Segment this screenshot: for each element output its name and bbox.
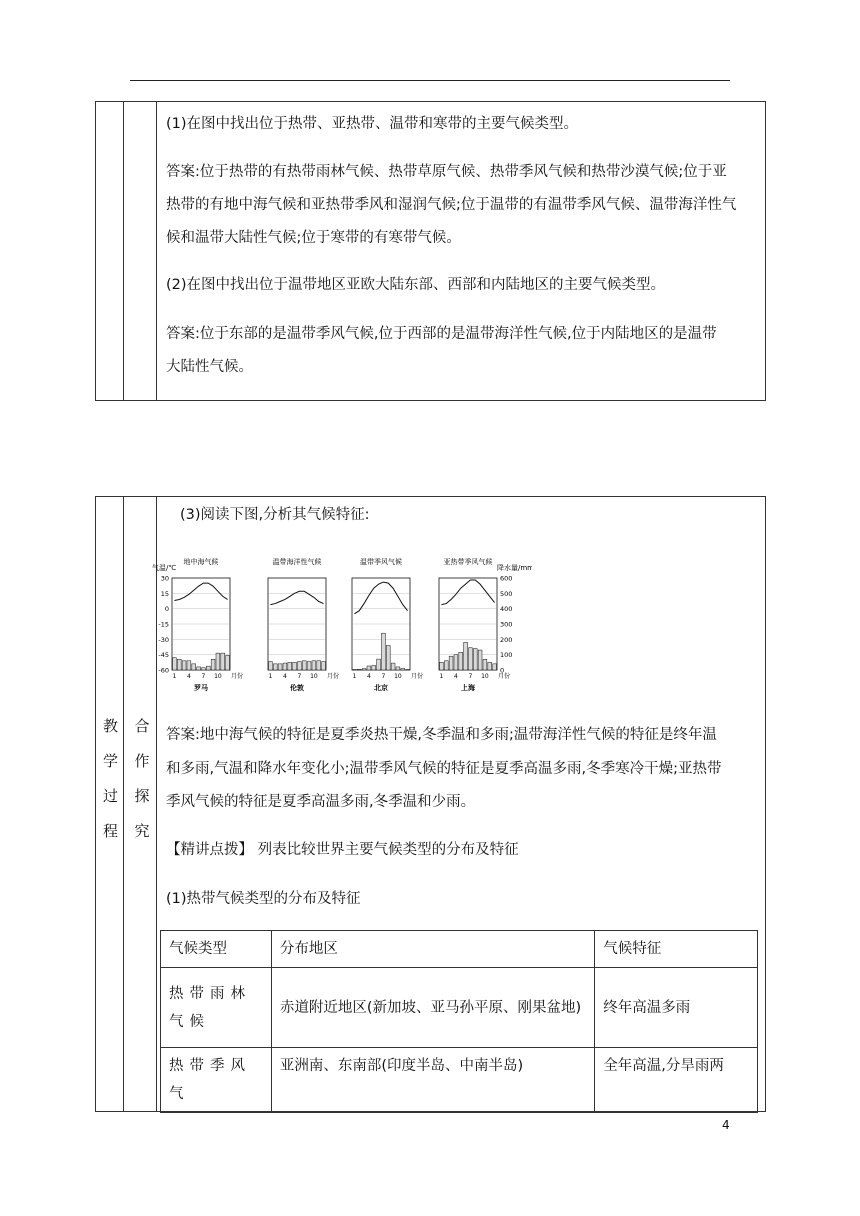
temperature-axis-label: 气温/℃ bbox=[152, 564, 177, 572]
city-label: 罗马 bbox=[194, 684, 208, 692]
answer-1-line-1: 答案:位于热带的有热带雨林气候、热带草原气候、热带季风气候和热带沙漠气候;位于亚 bbox=[166, 164, 727, 180]
table-header: 气候类型 bbox=[161, 931, 272, 968]
precipitation-bar bbox=[386, 645, 390, 670]
precipitation-bar bbox=[391, 663, 395, 670]
temperature-tick-label: -60 bbox=[158, 666, 169, 675]
header-rule bbox=[130, 80, 730, 81]
climate-panel-title: 温带季风气候 bbox=[360, 558, 402, 566]
climate-table bbox=[160, 930, 758, 1113]
month-tick-label: 7 bbox=[381, 673, 386, 680]
precipitation-tick-label: 400 bbox=[500, 605, 513, 614]
precipitation-bar bbox=[221, 653, 225, 670]
table-header: 分布地区 bbox=[271, 931, 594, 968]
climate-panel-title: 亚热带季风气候 bbox=[443, 558, 493, 566]
precipitation-bar bbox=[216, 653, 220, 670]
month-tick-label: 7 bbox=[297, 673, 302, 680]
precipitation-bar bbox=[357, 669, 361, 670]
precipitation-bar bbox=[473, 649, 477, 670]
question-3: (3)阅读下图,分析其气候特征: bbox=[180, 507, 370, 523]
precipitation-bar bbox=[444, 661, 448, 670]
precipitation-bar bbox=[382, 633, 386, 670]
label-char: 教 bbox=[102, 717, 118, 735]
precipitation-bar bbox=[317, 661, 321, 670]
precipitation-bar bbox=[367, 666, 371, 670]
city-label: 北京 bbox=[374, 684, 388, 692]
precipitation-bar bbox=[288, 662, 292, 670]
precipitation-bar bbox=[312, 661, 316, 670]
month-tick-label: 7 bbox=[201, 673, 206, 680]
table-cell: 亚洲南、东南部(印度半岛、中南半岛) bbox=[271, 1048, 594, 1113]
precipitation-bar bbox=[464, 642, 468, 670]
precipitation-bar bbox=[302, 661, 306, 670]
tip-heading: 【精讲点拨】 列表比较世界主要气候类型的分布及特征 bbox=[166, 842, 519, 858]
table-box-top bbox=[95, 101, 766, 401]
climate-charts bbox=[152, 548, 532, 702]
month-tick-label: 1 bbox=[172, 673, 177, 680]
precipitation-bar bbox=[273, 664, 277, 670]
temperature-tick-label: -45 bbox=[158, 651, 169, 660]
month-tick-label: 10 bbox=[214, 673, 222, 680]
table-cell: 热带雨林气候 bbox=[161, 968, 272, 1048]
precipitation-bar bbox=[449, 656, 453, 670]
precipitation-tick-label: 300 bbox=[500, 620, 513, 629]
precipitation-tick-label: 200 bbox=[500, 635, 513, 644]
month-tick-label: 10 bbox=[481, 673, 489, 680]
answer-2-line-1: 答案:位于东部的是温带季风气候,位于西部的是温带海洋性气候,位于内陆地区的是温带 bbox=[166, 326, 717, 342]
precipitation-bar bbox=[483, 659, 487, 670]
precipitation-axis-label: 降水量/mm bbox=[497, 564, 532, 572]
answer-1-line-2: 热带的有地中海气候和亚热带季风和湿润气候;位于温带的有温带季风气候、温带海洋性气 bbox=[166, 197, 737, 213]
precipitation-bar bbox=[401, 668, 405, 670]
temperature-tick-label: 0 bbox=[164, 605, 169, 614]
precipitation-bar bbox=[372, 666, 376, 670]
precipitation-bar bbox=[206, 666, 210, 670]
month-tick-label: 1 bbox=[439, 673, 444, 680]
label-char: 学 bbox=[102, 752, 118, 770]
precipitation-bar bbox=[377, 659, 381, 670]
precipitation-bar bbox=[192, 664, 196, 670]
precipitation-bar bbox=[459, 652, 463, 670]
precipitation-bar bbox=[478, 650, 482, 670]
label-char: 合 bbox=[134, 717, 150, 735]
precipitation-bar bbox=[226, 655, 230, 670]
climate-charts-figure bbox=[152, 548, 532, 698]
month-tick-label: 10 bbox=[394, 673, 402, 680]
month-tick-label: 1 bbox=[352, 673, 357, 680]
temperature-line bbox=[174, 583, 227, 600]
subsection-heading: (1)热带气候类型的分布及特征 bbox=[166, 891, 361, 907]
table-row bbox=[161, 1048, 758, 1113]
label-char: 程 bbox=[102, 822, 118, 840]
column-divider bbox=[123, 102, 124, 400]
precipitation-bar bbox=[187, 661, 191, 670]
temperature-tick-label: 30 bbox=[160, 574, 169, 583]
column-divider bbox=[156, 102, 157, 400]
precipitation-bar bbox=[278, 664, 282, 670]
temperature-tick-label: -30 bbox=[158, 635, 169, 644]
section-label-teaching-process bbox=[102, 709, 119, 849]
precipitation-bar bbox=[307, 662, 311, 670]
page-number: 4 bbox=[722, 1118, 730, 1132]
precipitation-bar bbox=[396, 667, 400, 670]
precipitation-bar bbox=[469, 648, 473, 670]
month-tick-label: 1 bbox=[268, 673, 273, 680]
precipitation-tick-label: 100 bbox=[500, 651, 513, 660]
table-row bbox=[161, 968, 758, 1048]
question-1: (1)在图中找出位于热带、亚热带、温带和寒带的主要气候类型。 bbox=[166, 116, 579, 132]
temperature-tick-label: -15 bbox=[158, 620, 169, 629]
precipitation-bar bbox=[440, 662, 444, 670]
precipitation-bar bbox=[182, 661, 186, 670]
precipitation-bar bbox=[488, 662, 492, 670]
precipitation-bar bbox=[177, 659, 181, 670]
precipitation-bar bbox=[322, 662, 326, 670]
section-label-cooperative-inquiry bbox=[132, 709, 152, 849]
month-tick-label: 4 bbox=[283, 673, 287, 680]
month-tick-label: 4 bbox=[187, 673, 191, 680]
label-char: 探 bbox=[134, 787, 150, 805]
month-tick-label: 10 bbox=[310, 673, 318, 680]
answer-2-line-2: 大陆性气候。 bbox=[166, 359, 253, 375]
precipitation-bar bbox=[211, 659, 215, 670]
label-char: 究 bbox=[134, 822, 150, 840]
temperature-line bbox=[354, 582, 407, 614]
precipitation-bar bbox=[283, 663, 287, 670]
precipitation-bar bbox=[197, 667, 201, 670]
column-divider bbox=[123, 497, 124, 1111]
table-cell: 全年高温,分旱雨两 bbox=[595, 1048, 758, 1113]
month-axis-label: 月份 bbox=[327, 673, 340, 680]
city-label: 上海 bbox=[461, 684, 475, 692]
month-axis-label: 月份 bbox=[498, 673, 511, 680]
precipitation-bar bbox=[269, 662, 273, 670]
table-header-row bbox=[161, 931, 758, 968]
table-cell: 赤道附近地区(新加坡、亚马孙平原、刚果盆地) bbox=[271, 968, 594, 1048]
month-axis-label: 月份 bbox=[231, 673, 244, 680]
precipitation-bar bbox=[173, 658, 177, 670]
temperature-line bbox=[441, 580, 494, 605]
answer-3-line-1: 答案:地中海气候的特征是夏季炎热干燥,冬季温和多雨;温带海洋性气候的特征是终年温 bbox=[166, 727, 717, 743]
label-char: 作 bbox=[134, 752, 150, 770]
answer-3-line-3: 季风气候的特征是夏季高温多雨,冬季温和少雨。 bbox=[166, 794, 476, 810]
answer-1-line-3: 候和温带大陆性气候;位于寒带的有寒带气候。 bbox=[166, 230, 461, 246]
label-char: 过 bbox=[102, 787, 118, 805]
precipitation-bar bbox=[293, 662, 297, 670]
month-tick-label: 4 bbox=[367, 673, 371, 680]
precipitation-bar bbox=[298, 662, 302, 670]
precipitation-tick-label: 0 bbox=[500, 666, 505, 675]
question-2: (2)在图中找出位于温带地区亚欧大陆东部、西部和内陆地区的主要气候类型。 bbox=[166, 277, 666, 293]
precipitation-tick-label: 600 bbox=[500, 574, 513, 583]
table-cell: 终年高温多雨 bbox=[595, 968, 758, 1048]
precipitation-bar bbox=[362, 669, 366, 670]
precipitation-bar bbox=[454, 655, 458, 670]
answer-3-line-2: 和多雨,气温和降水年变化小;温带季风气候的特征是夏季高温多雨,冬季寒冷干燥;亚热带 bbox=[166, 761, 722, 777]
precipitation-tick-label: 500 bbox=[500, 589, 513, 598]
climate-panel-title: 地中海气候 bbox=[183, 558, 219, 566]
precipitation-bar bbox=[202, 668, 206, 670]
table-cell: 热带季风气 bbox=[161, 1048, 272, 1113]
table-header: 气候特征 bbox=[595, 931, 758, 968]
month-axis-label: 月份 bbox=[411, 673, 424, 680]
city-label: 伦敦 bbox=[290, 684, 304, 692]
month-tick-label: 7 bbox=[468, 673, 473, 680]
month-tick-label: 4 bbox=[454, 673, 458, 680]
precipitation-bar bbox=[493, 664, 497, 670]
temperature-tick-label: 15 bbox=[160, 589, 169, 598]
climate-panel-title: 温带海洋性气候 bbox=[272, 558, 322, 566]
